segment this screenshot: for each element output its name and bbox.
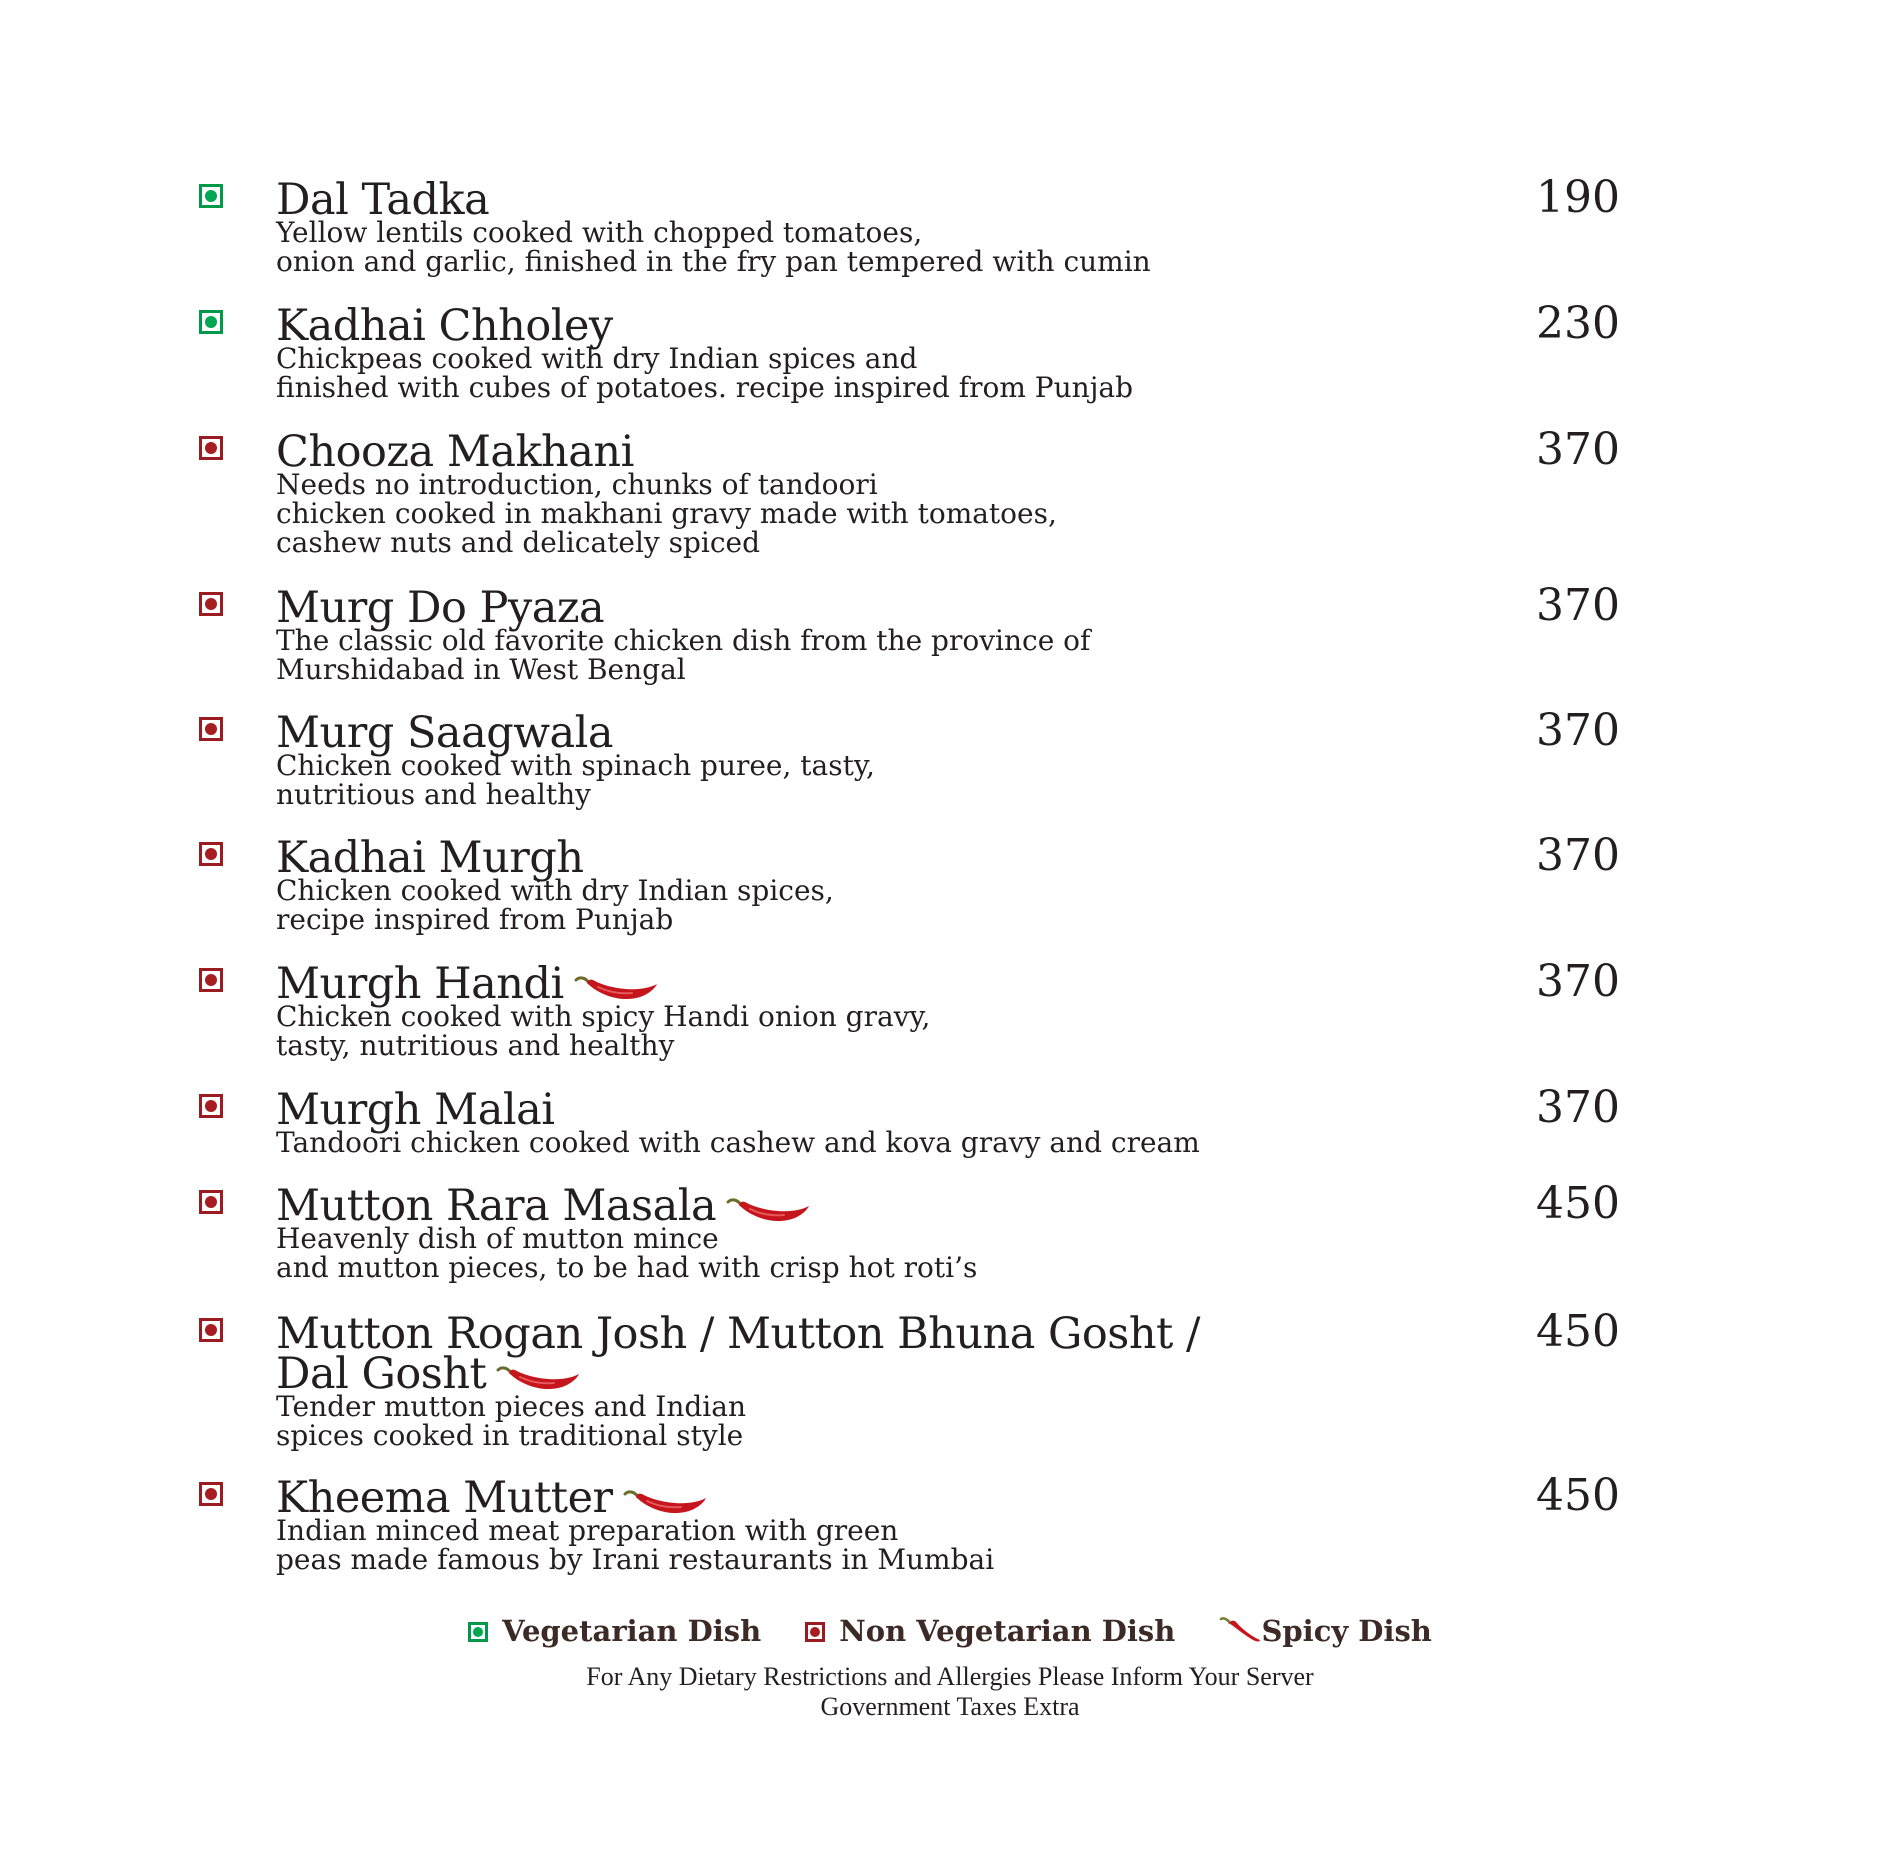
dish-description-line: spices cooked in traditional style — [276, 1419, 744, 1452]
non-veg-marker-icon — [199, 1094, 223, 1118]
dish-price: 370 — [1536, 956, 1620, 1007]
dish-description — [276, 470, 1276, 557]
menu-item-text — [276, 427, 1276, 559]
non-veg-marker-icon — [199, 1482, 223, 1506]
allergy-note: For Any Dietary Restrictions and Allergies Please Inform Your Server — [586, 1662, 1314, 1691]
dish-name-text: Murg Saagwala — [276, 708, 614, 758]
non-veg-marker-icon — [199, 436, 223, 460]
dish-description-line: Murshidabad in West Bengal — [276, 653, 686, 686]
dish-description — [276, 218, 1276, 276]
non-veg-marker-icon — [199, 592, 223, 616]
dish-description — [276, 1128, 1276, 1157]
menu-item-text — [276, 833, 1276, 936]
dish-description-line: Tandoori chicken cooked with cashew and kova gravy and cream — [276, 1126, 1200, 1159]
dish-description-line: and mutton pieces, to be had with crisp hot roti’s — [276, 1251, 978, 1284]
non-veg-marker-icon — [805, 1622, 825, 1642]
dish-description — [276, 876, 1276, 934]
non-veg-marker-icon — [199, 717, 223, 741]
legend-spicy-label: Spicy Dish — [1261, 1614, 1432, 1648]
dish-name-line — [276, 1085, 1276, 1135]
dish-description-line: finished with cubes of potatoes. recipe inspired from Punjab — [276, 371, 1134, 404]
dish-name — [276, 1181, 1276, 1231]
dish-name — [276, 175, 1276, 225]
dish-description-line: Heavenly dish of mutton mince — [276, 1222, 719, 1255]
dish-description-line: tasty, nutritious and healthy — [276, 1029, 675, 1062]
dish-name-text: Kadhai Murgh — [276, 833, 584, 883]
dish-name-text: Mutton Rara Masala — [276, 1181, 717, 1231]
menu-item-text — [276, 959, 1276, 1062]
dish-description-line: Chicken cooked with spicy Handi onion gravy, — [276, 1000, 931, 1033]
dish-name-line — [276, 301, 1276, 351]
dish-price: 450 — [1536, 1306, 1620, 1357]
menu-item-text — [276, 1309, 1276, 1452]
chili-icon — [726, 1194, 810, 1226]
dish-name-line — [276, 1181, 1276, 1231]
dish-description-line: onion and garlic, finished in the fry pan tempered with cumin — [276, 245, 1151, 278]
dish-name — [276, 583, 1276, 633]
dish-price: 450 — [1536, 1470, 1620, 1521]
dish-name-text: Murgh Malai — [276, 1085, 555, 1135]
dish-description — [276, 1002, 1276, 1060]
dish-name-text: Murgh Handi — [276, 959, 564, 1009]
dish-name-text: Dal Gosht — [276, 1349, 487, 1399]
dish-description-line: Chickpeas cooked with dry Indian spices and — [276, 342, 918, 375]
menu-item-text — [276, 175, 1276, 278]
dish-name — [276, 1473, 1276, 1523]
dish-name — [276, 833, 1276, 883]
veg-marker-icon — [468, 1622, 488, 1642]
dish-description-line: Chicken cooked with dry Indian spices, — [276, 874, 834, 907]
dish-name-line — [276, 427, 1276, 477]
menu-item-text — [276, 1473, 1276, 1576]
dish-name — [276, 708, 1276, 758]
dish-name-text: Dal Tadka — [276, 175, 490, 225]
dish-description-line: Yellow lentils cooked with chopped tomatoes, — [276, 216, 923, 249]
menu-item-text — [276, 301, 1276, 404]
non-veg-marker-icon — [199, 968, 223, 992]
dish-name-text: Murg Do Pyaza — [276, 583, 605, 633]
dish-price: 370 — [1536, 424, 1620, 475]
dish-description-line: peas made famous by Irani restaurants in Mumbai — [276, 1543, 995, 1576]
dish-description-line: nutritious and healthy — [276, 778, 591, 811]
dish-description-line: Indian minced meat preparation with green — [276, 1514, 899, 1547]
menu-item-text — [276, 583, 1276, 686]
menu-item-text — [276, 1085, 1276, 1159]
dish-description-line: The classic old favorite chicken dish from the province of — [276, 624, 1091, 657]
dish-price: 370 — [1536, 705, 1620, 756]
tax-note: Government Taxes Extra — [820, 1692, 1080, 1721]
dish-price: 230 — [1536, 298, 1620, 349]
dish-name — [276, 427, 1276, 477]
dish-name — [276, 301, 1276, 351]
legend-veg-label: Vegetarian Dish — [502, 1614, 762, 1648]
dish-name — [276, 1309, 1276, 1399]
dish-description — [276, 344, 1276, 402]
chili-icon — [1219, 1616, 1261, 1644]
dish-name-line — [276, 833, 1276, 883]
dish-price: 190 — [1536, 172, 1620, 223]
dish-description-line: Chicken cooked with spinach puree, tasty, — [276, 749, 875, 782]
dish-description-line: chicken cooked in makhani gravy made with tomatoes, — [276, 497, 1057, 530]
diet-legend — [0, 1612, 1900, 1648]
dish-name — [276, 959, 1276, 1009]
dish-name-text: Mutton Rogan Josh / Mutton Bhuna Gosht / — [276, 1309, 1200, 1359]
dish-price: 370 — [1536, 830, 1620, 881]
dish-description — [276, 1516, 1276, 1574]
veg-marker-icon — [199, 310, 223, 334]
legend-veg — [468, 1614, 761, 1648]
dish-description-line: Needs no introduction, chunks of tandoori — [276, 468, 878, 501]
dish-description — [276, 751, 1276, 809]
dish-description — [276, 1392, 1276, 1450]
dish-description — [276, 1224, 1276, 1282]
non-veg-marker-icon — [199, 1318, 223, 1342]
dish-description-line: cashew nuts and delicately spiced — [276, 526, 761, 559]
dish-price: 370 — [1536, 580, 1620, 631]
dish-name-text: Kheema Mutter — [276, 1473, 613, 1523]
dish-name-text: Kadhai Chholey — [276, 301, 613, 351]
veg-marker-icon — [199, 184, 223, 208]
dish-name-line — [276, 583, 1276, 633]
dish-price: 450 — [1536, 1178, 1620, 1229]
legend-non-veg-label: Non Vegetarian Dish — [839, 1614, 1176, 1648]
dish-description — [276, 626, 1276, 684]
dish-name-line — [276, 1309, 1276, 1359]
menu-item-text — [276, 1181, 1276, 1284]
dish-name-line — [276, 1473, 1276, 1523]
dish-name-line — [276, 1349, 1276, 1399]
dish-name-line — [276, 959, 1276, 1009]
dish-name-line — [276, 708, 1276, 758]
dish-name-text: Chooza Makhani — [276, 427, 634, 477]
dish-description-line: recipe inspired from Punjab — [276, 903, 674, 936]
dish-name — [276, 1085, 1276, 1135]
non-veg-marker-icon — [199, 842, 223, 866]
dish-name-line — [276, 175, 1276, 225]
legend-spicy — [1219, 1614, 1431, 1648]
dish-price: 370 — [1536, 1082, 1620, 1133]
legend-non-veg — [805, 1614, 1175, 1648]
dish-description-line: Tender mutton pieces and Indian — [276, 1390, 746, 1423]
non-veg-marker-icon — [199, 1190, 223, 1214]
menu-item-text — [276, 708, 1276, 811]
